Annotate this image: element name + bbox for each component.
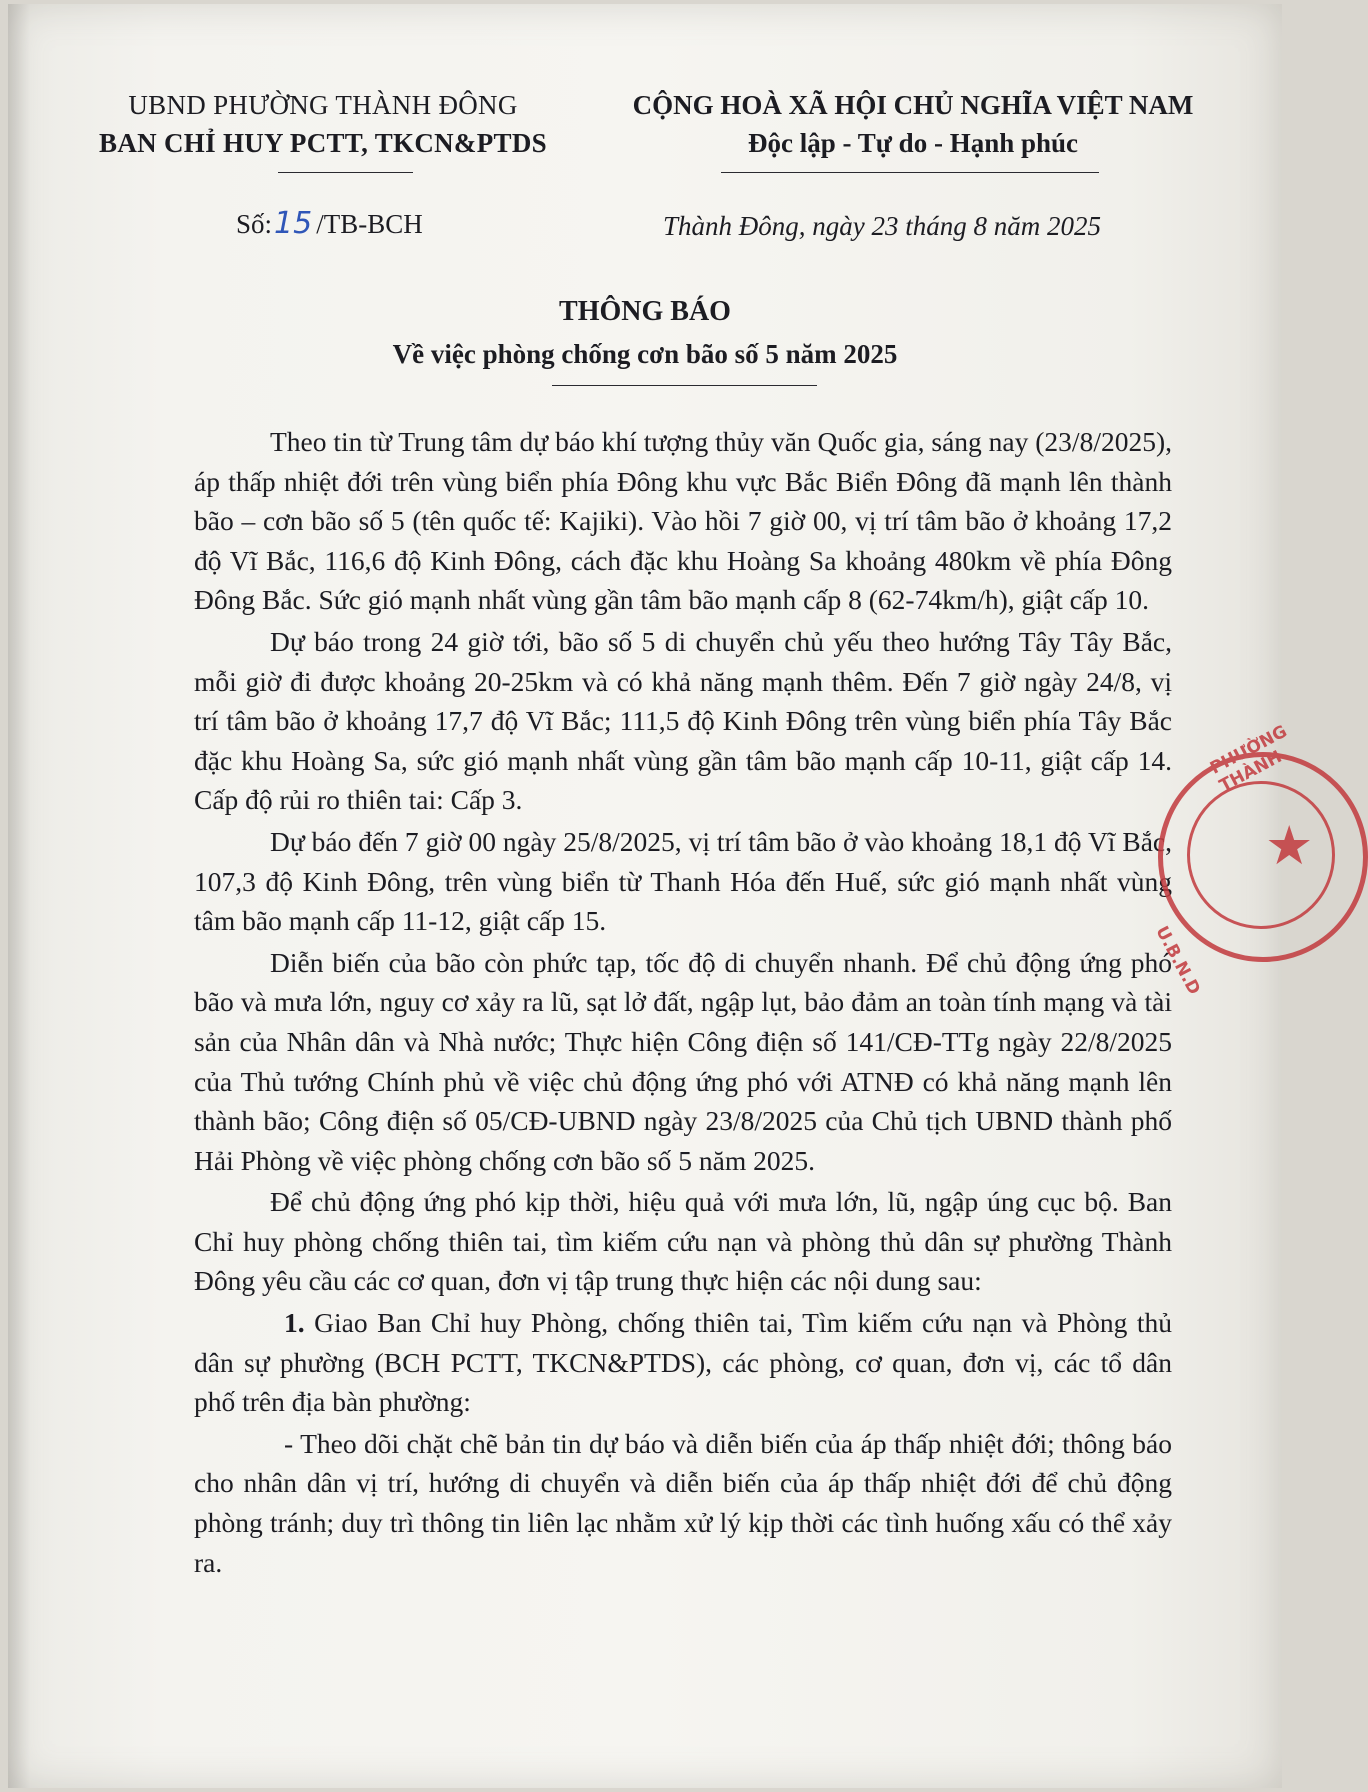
document-subtitle: Về việc phòng chống cơn bão số 5 năm 2025 [392, 339, 898, 369]
agency-underline [278, 172, 413, 173]
item-1-number: 1. [284, 1307, 305, 1339]
subtitle-underline [552, 385, 817, 386]
scan-shadow-left [8, 4, 30, 1788]
seal-text-top: PHƯỜNG THÀNH [1207, 721, 1291, 797]
agency-department: BAN CHỈ HUY PCTT, TKCN&PTDS [99, 128, 547, 158]
agency-name: UBND PHƯỜNG THÀNH ĐÔNG [128, 90, 518, 120]
paragraph-5: Để chủ động ứng phó kịp thời, hiệu quả với mưa lớn, lũ, ngập úng cục bộ. Ban Chỉ huy phòng chống thiên tai, tìm kiếm cứu nạn và phòng thủ dân sự phường Thành Đông yêu cầu các cơ quan, đơn vị tập trung thực hiện các nội dung sau: [194, 1186, 1172, 1297]
document-number [236, 204, 423, 244]
nation-name: CỘNG HOÀ XÃ HỘI CHỦ NGHĨA VIỆT NAM [632, 90, 1194, 120]
doc-number-handwritten: 15 [274, 206, 313, 241]
seal-star-icon: ★ [1265, 814, 1314, 877]
item-1-text: Giao Ban Chỉ huy Phòng, chống thiên tai, Tìm kiếm cứu nạn và Phòng thủ dân sự phường (BCH PCTT, TKCN&PTDS), các phòng, cơ quan, đơn vị, các tổ dân phố trên địa bàn phường: [194, 1307, 1172, 1418]
document-title: THÔNG BÁO [559, 296, 731, 327]
place-and-date: Thành Đông, ngày 23 tháng 8 năm 2025 [663, 211, 1101, 241]
seal-text-side: U.B.N.D [1151, 923, 1204, 999]
item-1 [194, 1303, 1172, 1422]
national-heading-block [598, 86, 1228, 162]
national-motto: Độc lập - Tự do - Hạnh phúc [747, 128, 1079, 158]
item-1-dash-1: - Theo dõi chặt chẽ bản tin dự báo và diễn biến của áp thấp nhiệt đới; thông báo cho nhân dân vị trí, hướng di chuyển và diễn biến của áp thấp nhiệt đới để chủ động phòng tránh; duy trì thông tin liên lạc nhằm xử lý kịp thời các tình huống xấu có thể xảy ra. [194, 1427, 1172, 1578]
official-seal [1151, 721, 1368, 999]
document-page [8, 4, 1314, 1788]
paragraph-1: Theo tin từ Trung tâm dự báo khí tượng thủy văn Quốc gia, sáng nay (23/8/2025), áp thấp nhiệt đới trên vùng biển phía Đông khu vực Bắc Biển Đông đã mạnh lên thành bão – cơn bão số 5 (tên quốc tế: Kajiki). Vào hồi 7 giờ 00, vị trí tâm bão ở khoảng 17,2 độ Vĩ Bắc, 116,6 độ Kinh Đông, cách đặc khu Hoàng Sa khoảng 480km về phía Đông Đông Bắc. Sức gió mạnh nhất vùng gần tâm bão mạnh cấp 8 (62-74km/h), giật cấp 10. [194, 426, 1172, 616]
paragraph-4: Diễn biến của bão còn phức tạp, tốc độ di chuyển nhanh. Để chủ động ứng phó bão và mưa lớn, nguy cơ xảy ra lũ, sạt lở đất, ngập lụt, bảo đảm an toàn tính mạng và tài sản của Nhân dân và Nhà nước; Thực hiện Công điện số 141/CĐ-TTg ngày 22/8/2025 của Thủ tướng Chính phủ về việc chủ động ứng phó với ATNĐ có khả năng mạnh lên thành bão; Công điện số 05/CĐ-UBND ngày 23/8/2025 của Chủ tịch UBND thành phố Hải Phòng về việc phòng chống cơn bão số 5 năm 2025. [194, 946, 1172, 1176]
doc-number-suffix: /TB-BCH [316, 209, 423, 239]
document-body [194, 422, 1172, 1584]
paragraph-2: Dự báo trong 24 giờ tới, bão số 5 di chuyển chủ yếu theo hướng Tây Tây Bắc, mỗi giờ đi được khoảng 20-25km và có khả năng mạnh thêm. Đến 7 giờ ngày 24/8, vị trí tâm bão ở khoảng 17,7 độ Vĩ Bắc; 111,5 độ Kinh Đông trên vùng biển phía Tây Bắc đặc khu Hoàng Sa, sức gió mạnh nhất vùng gần tâm bão mạnh cấp 10-11, giật cấp 14. Cấp độ rủi ro thiên tai: Cấp 3. [194, 625, 1172, 816]
doc-number-prefix: Số: [236, 209, 273, 239]
issuing-agency-block [78, 86, 568, 162]
motto-underline [721, 172, 1099, 173]
paragraph-3: Dự báo đến 7 giờ 00 ngày 25/8/2025, vị trí tâm bão ở vào khoảng 18,1 độ Vĩ Bắc, 107,3 độ Kinh Đông, trên vùng biển từ Thanh Hóa đến Huế, sức gió mạnh nhất vùng tâm bão mạnh cấp 11-12, giật cấp 15. [194, 825, 1172, 937]
